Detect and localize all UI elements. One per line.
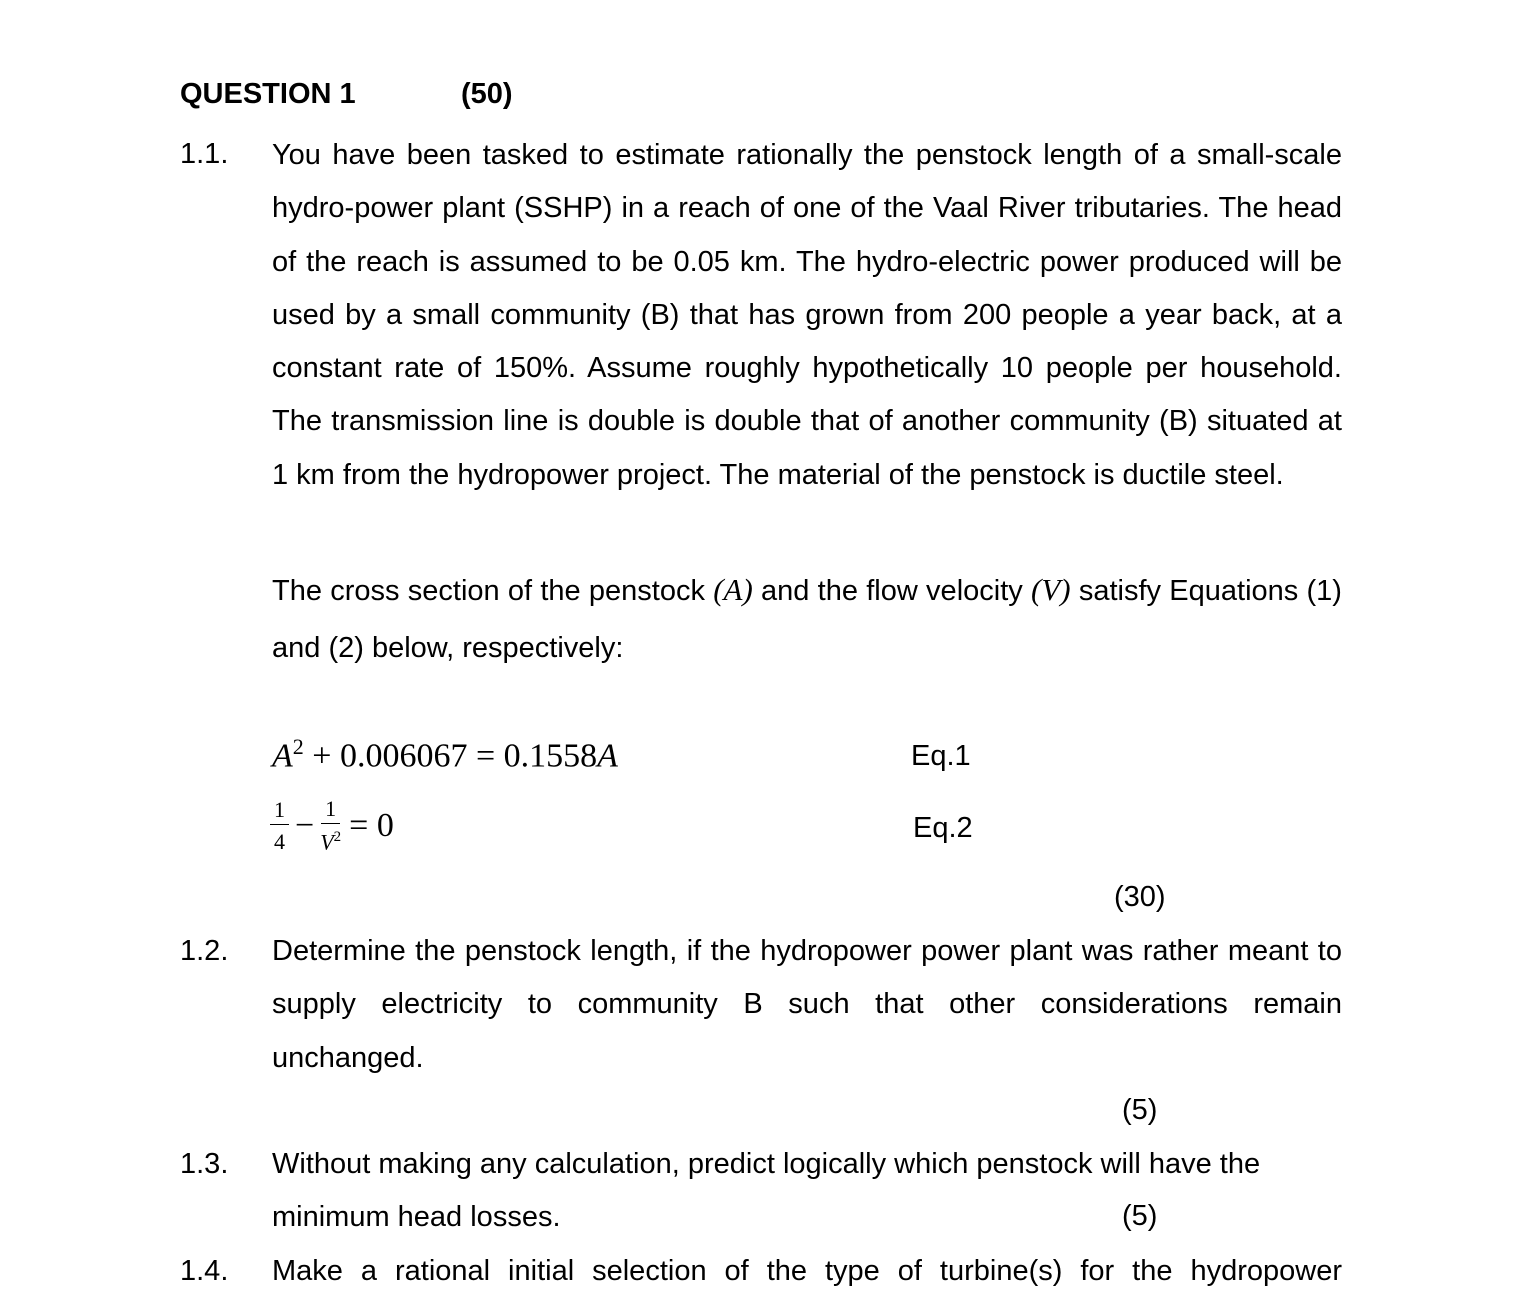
item-1-1-paragraph-2: The cross section of the penstock (A) and the flow velocity (V) satisfy Equations (1) and (2) below, respectively: <box>272 572 1342 664</box>
equation-1-label: Eq.1 <box>911 740 971 772</box>
item-number-1-3: 1.3. <box>180 1148 229 1180</box>
equation-2: $\frac{1}{4}$ − $\frac{1}{V^2}$ = 0 <box>266 798 394 853</box>
item-number-1-1: 1.1. <box>180 138 229 170</box>
equation-1: $A^2 + 0.006067 = 0.1558A$ <box>272 734 618 775</box>
item-1-3-text: Without making any calculation, predict logically which penstock will have the <box>272 1148 1261 1180</box>
item-1-1-marks: (30) <box>1114 881 1166 913</box>
equation-2-label: Eq.2 <box>913 812 973 844</box>
item-1-2-text: Determine the penstock length, if the hydropower power plant was rather meant to supply electricity to community B such that other considerations remain unchanged. <box>272 935 1342 1074</box>
var-v: (V) <box>1031 572 1071 607</box>
item-1-1-paragraph: You have been tasked to estimate rationally the penstock length of a small-scale hydro-power plant (SSHP) in a reach of one of the Vaal River tributaries. The head of the reach is assumed to be 0.05 km. The hydro-electric power produced will be used by a small community (B) that has grown from 200 people a year back, at a constant rate of 150%. Assume roughly hypothetically 10 people per household. The transmission line is double is double that of another community (B) situated at 1 km from the hydropower project. The material of the penstock is ductile steel. <box>272 139 1342 491</box>
var-a: (A) <box>713 572 753 607</box>
item-number-1-4: 1.4. <box>180 1255 229 1287</box>
item-number-1-2: 1.2. <box>180 935 229 967</box>
item-1-4-text: Make a rational initial selection of the type of turbine(s) for the hydropower <box>272 1255 1342 1287</box>
item-1-2-marks: (5) <box>1122 1094 1158 1126</box>
item-1-3-text-line2: minimum head losses. <box>272 1201 561 1233</box>
fraction-one-quarter: $\frac{1}{4}$ <box>270 799 289 853</box>
question-title: QUESTION 1 <box>180 78 356 110</box>
fraction-one-over-v-squared: $\frac{1}{V^2}$ <box>320 796 342 855</box>
item-1-3-marks: (5) <box>1122 1200 1158 1232</box>
question-marks: (50) <box>461 78 513 110</box>
